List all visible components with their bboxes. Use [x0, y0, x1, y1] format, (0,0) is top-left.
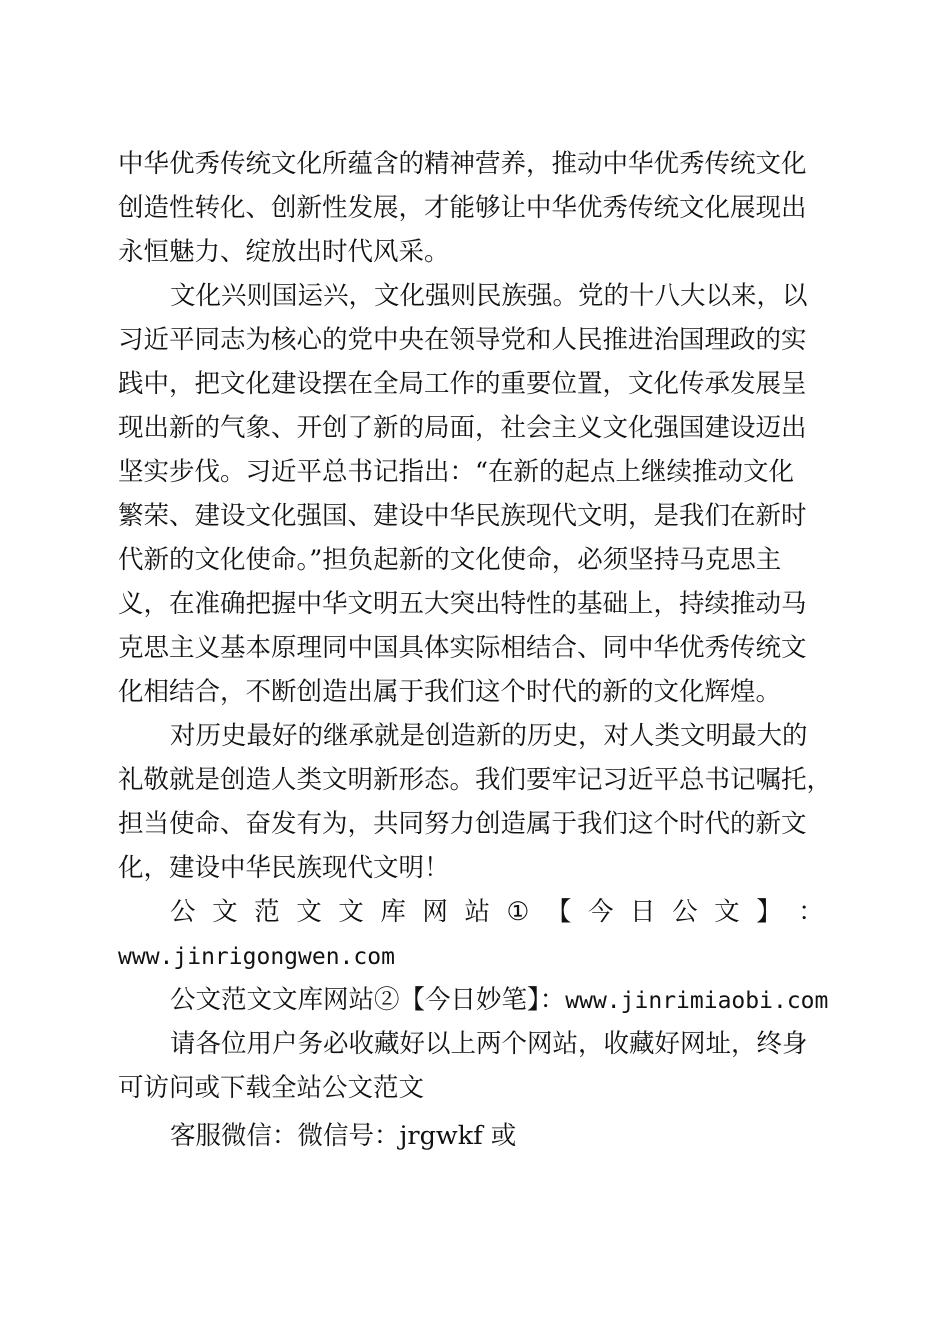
site1-char: 【: [545, 897, 572, 927]
text-line: 永恒魅力、绽放出时代风采。: [118, 237, 450, 267]
text-line: 礼敬就是创造人类文明新形态。我们要牢记习近平总书记嘱托，: [118, 765, 833, 795]
site2-url-link[interactable]: www.jinrimiaobi.com: [565, 988, 829, 1014]
paragraph-2: [118, 274, 824, 714]
text-line: 中华优秀传统文化所蕴含的精神营养，推动中华优秀传统文化: [118, 149, 807, 179]
site1-char: 网: [422, 897, 448, 927]
text-line: 化相结合，不断创造出属于我们这个时代的新的文化辉煌。: [118, 677, 782, 707]
paragraph-3: [118, 714, 833, 890]
site1-char: 】: [756, 897, 782, 927]
text-line: 习近平同志为核心的党中央在领导党和人民推进治国理政的实: [118, 325, 807, 355]
site1-char: 站: [464, 897, 490, 927]
text-line: 义，在准确把握中华文明五大突出特性的基础上，持续推动马: [118, 589, 807, 619]
text-line: 坚实步伐。习近平总书记指出：“在新的起点上继续推动文化: [118, 457, 795, 487]
service-contact: 客服微信：微信号：jrgwkf 或: [170, 1121, 517, 1151]
paragraph-1: [118, 142, 824, 274]
text-line: 担当使命、奋发有为，共同努力创造属于我们这个时代的新文: [118, 809, 807, 839]
site1-char: 日: [630, 897, 656, 927]
text-line: 现出新的气象、开创了新的局面，社会主义文化强国建设迈出: [118, 413, 807, 443]
site1-char: 今: [587, 897, 614, 927]
site1-char: 文: [338, 897, 364, 927]
text-line: 对历史最好的继承就是创造新的历史，对人类文明最大的: [170, 721, 808, 751]
text-line: 代新的文化使命。”担负起新的文化使命，必须坚持马克思主: [118, 545, 782, 575]
text-line: 繁荣、建设文化强国、建设中华民族现代文明，是我们在新时: [118, 501, 807, 531]
site1-char: 范: [254, 897, 280, 927]
notice-line: 请各位用户务必收藏好以上两个网站，收藏好网址，终身: [170, 1029, 808, 1059]
site1-char: 文: [212, 897, 238, 927]
text-line: 创造性转化、创新性发展，才能够让中华优秀传统文化展现出: [118, 193, 807, 223]
site1-char: ：: [798, 897, 824, 927]
site1-char: 库: [380, 897, 406, 927]
site1-char: 文: [714, 897, 740, 927]
site1-char: 文: [296, 897, 322, 927]
text-line: 践中，把文化建设摆在全局工作的重要位置，文化传承发展呈: [118, 369, 807, 399]
footer-links: [118, 890, 829, 1158]
text-line: 化，建设中华民族现代文明！: [118, 853, 450, 883]
site1-char: ①: [506, 897, 530, 927]
site2-line: [118, 978, 829, 1022]
site1-label: [118, 890, 824, 934]
site1-url-line: [118, 934, 824, 978]
text-line: 克思主义基本原理同中国具体实际相结合、同中华优秀传统文: [118, 633, 807, 663]
notice-line: 可访问或下载全站公文范文: [118, 1073, 425, 1103]
site1-char: 公: [672, 897, 698, 927]
site1-url-link[interactable]: www.jinrigongwen.com: [118, 944, 395, 970]
site2-label: 公文范文文库网站②【今日妙笔】：: [170, 985, 566, 1015]
site1-char: 公: [170, 897, 196, 927]
document-page: [118, 142, 833, 1158]
text-line: 文化兴则国运兴，文化强则民族强。党的十八大以来，以: [170, 281, 808, 311]
